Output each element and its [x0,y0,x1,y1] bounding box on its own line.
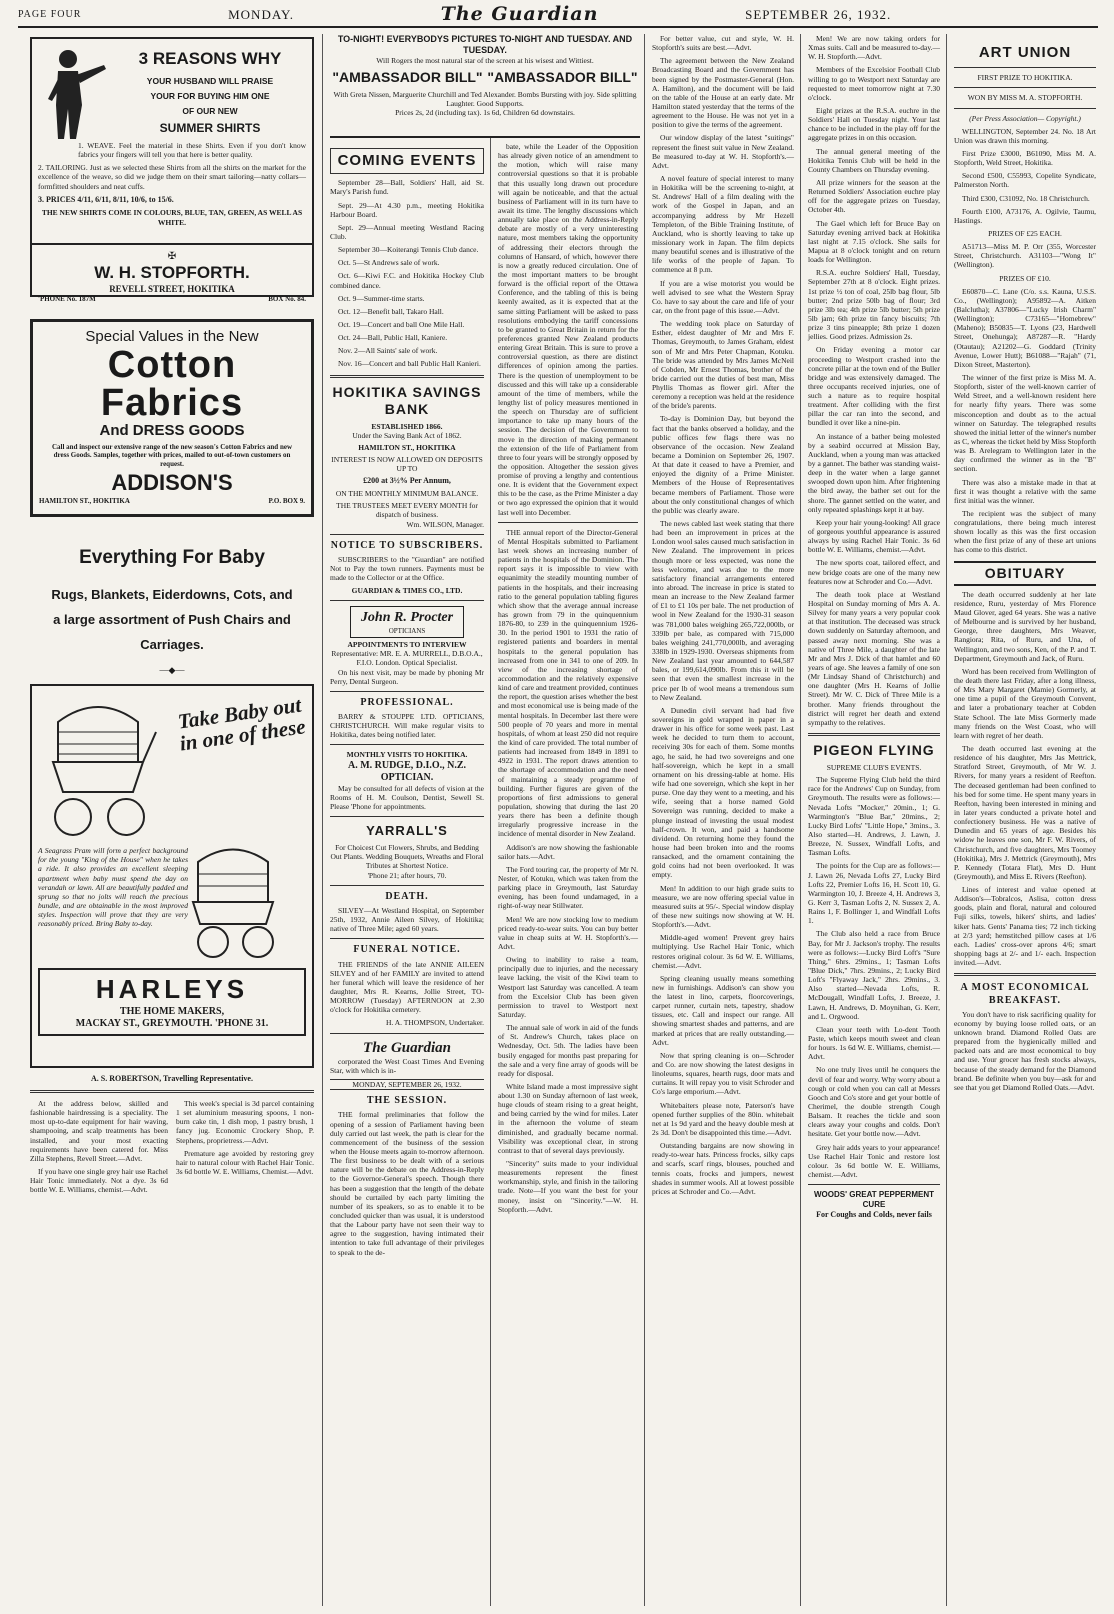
ad-intro: Special Values in the New [85,328,259,345]
professional-monthly: MONTHLY VISITS TO HOKITIKA. [346,750,468,760]
bank-signature: Wm. WILSON, Manager. [406,519,484,529]
news-paragraph: The wedding took place on Saturday of Esther, eldest daughter of Mr and Mrs F. Thomas, Greymouth, to James Graham, eldest son of Mr and Mrs Peter Chapman, Kotuku. The bride was attended by Mrs James McNeil of Cobden, Mr Ernest Thomas, brother of the bride carried out the duties of best man, Miss Phyllis Thomas as flower girl. After the ceremony a reception was held at the residence of the bride's parents. [652,319,794,411]
news-paragraph: R.S.A. euchre Soldiers' Hall, Tuesday, September 27th at 8 o'clock. Eight prizes. 1st prize ½ ton of coal, 25lb bag flour, 5lb butter; 2nd prize 50lb bag of flour; 3rd prize 3lb tea; 4th prize 5lb butter; 5th prize 5lb jam; 6th prize tin fancy biscuits; 7th prize 3 tins pineapple; 8th prize 1 dozen jellies. Good prizes. Admission 2s. [808,268,940,342]
news-paragraph: A Dunedin civil servant had had five sovereigns in gold wrapped in paper in a drawer in his office for some week past. Last week he decided to turn them to account, receiving 30s for each of them. Some months ago, he said, he had two sovereigns and one half-sovereign, which he kept in a small ornament on his dressing-table at home. His wife had one sovereign, which she kept in her purse. One day they went to a meeting, and his wife, seeing that a horse named Gold Sovereign was running, decided to make a plunge instead of investing the usual modest half-crown. It won, and paid a handsome dividend. On returning home they found the house had been broken into and the rooms ransacked, and the ornament containing the gold coins had not been overlooked. It was empty. [652,705,794,880]
art-union-title: ART UNION [978,44,1072,61]
news-paragraph: An instance of a bather being molested by a seabird occurred at Mission Bay, Auckland, when a young man was attacked by a gannet. The bather was standing waist-deep in the water when a large gannet swooped down upon him. After frightening the bird away, the bather set out for the shore. The gannet settled on the water, and only repeated splashings kept it at bay. [808,431,940,514]
news-paragraph: E60870—C. Lane (C/o. s.s. Kauna, U.S.S. Co., (Wellington); A95892—A. Aitken (Balclutha); A37806—"Lucky Irish Charm" (Wellington); C73165—"Homebrew" (Maheno); B50835—T. Lyons (23, Hardwell Street, Onehunga); A87287—R. "Hardy (Otautau); A21202—G. Goddard (Trinity Avenue, Lower Hutt); B61088—"Rajah" (71, Dixon Street, Masterton). [954,286,1096,369]
professional-barry: BARRY & STOUPPE LTD. OPTICIANS, CHRISTCHURCH. Will make regular visits to Hokitika, dates being notified later. [330,711,484,740]
news-paragraph: Lines of interest and value opened at Addison's—Tobralcos, Aslisa, cotton dress goods, plain and floral, natural and coloured Fuji silks, towels, hikers' shirts, and ladies' kiker hats. Gents' Panama ties; 72 inch ticking at 2/3 yard; hemstitched pillow cases at 1/6 each. Ladies' cross-over aprons 4/6; smart shopping bags at 2/- and 1/- each. Inspection invited.—Advt. [954,885,1096,968]
event-item: Nov. 16—Concert and ball Public Hall Kanieri. [338,359,481,369]
news-paragraph: Fourth £100, A73176, A. Ogilvie, Taumu, Hastings. [954,206,1096,225]
professional-rudge: A. M. RUDGE, D.I.O., N.Z. OPTICIAN. [347,759,467,783]
film-title: "AMBASSADOR BILL" [332,69,483,86]
bank-rate: £200 at 3½% Per Annum, [363,476,451,486]
firm-box: BOX No. 84. [268,294,306,303]
column-rule [644,34,645,1606]
editorial-heading: THE SESSION. [366,1095,448,1107]
column-advertisements [26,34,318,1606]
coming-events-list [330,178,484,368]
news-paragraph: If you are a wise motorist you would be well advised to see what the Western Spray Co. have to say about the care and life of your car, on the front page of this issue.—Advt. [652,278,794,315]
paper-title: The Guardian [440,3,599,26]
coming-events-title: COMING EVENTS [330,148,484,174]
ad-line: OF OUR NEW [182,106,238,117]
firm-address: MACKAY ST., GREYMOUTH. 'PHONE 31. [75,1018,269,1030]
firm-tag: THE HOME MAKERS, [119,1005,225,1017]
news-paragraph: Men! In addition to our high grade suits to measure, we are now offering special value in measured suits at 95/-. Special window display of these new suitings now showing at W. H. Stopforth's.—Advt. [652,883,794,930]
column-news-2 [648,34,798,1606]
notice-subscribers [330,540,484,596]
ad-body: Call and inspect our extensive range of the new season's Cotton Fabrics and new dress Goods. Samples, together with prices, mailed to out-of-town customers on request. [51,442,292,468]
news-paragraph: The annual general meeting of the Hokitika Tennis Club will be held in the County Chambers on Thursday evening. [808,146,940,174]
news-paragraph: Now that spring cleaning is on—Schroder and Co. are now showing the latest designs in linoleums, squares, hearth rugs, door mats and curtains. It will repay you to visit Schroder and Co's large emporium.—Advt. [652,1050,794,1097]
news-paragraph: The death occurred last evening at the residence of his daughter, Mrs Jas Mettrick, Stratford Street, Greymouth, of Mr W. J. Rivers, for many years a resident of Reefton. The deceased gentleman had been confined to his bed for some time. He spent many years in Reefton, having been interested in mining and in later years conducted a private hotel and confectionery business. He was a native of Dunedin and 65 years of age. Besides his widow he leaves one son, Mr F. W. Rivers, of Christchurch, and five daughters, Mrs Toomey (Hokitika), Mrs J. Mettrick (Greymouth), Mrs P. Kennedy (Totara Flat), Mrs D. Hunt (Greymouth), and Miss E. Rivers (Reefton). [954,743,1096,881]
news-paragraph: On Friday evening a motor car proceeding to Westport crashed into the concrete pillar at the town end of the Buller bridge and was extensively damaged. The three occupants received injuries, one of such a nature as to require hospital treatment. After colliding with the first pillar the car ran into the second, and bundled it over like a nine-pin. [808,345,940,428]
firm-phone: 'PHONE No. 187M [38,294,96,303]
news-paragraph: The Gael which left for Bruce Bay on Saturday evening arrived back at Hokitika last night at 7.15 o'clock. She sails for Mapua at 8 o'clock tonight and on return loads for Wellington. [808,218,940,265]
procter-rep: Representative: MR. E. A. MURRELL, D.B.O.A., F.I.O. London. Optical Specialist. [331,649,483,668]
news-paragraph: Men! We are now taking orders for Xmas suits. Call and be measured to-day.—W. H. Stopforth.—Advt. [808,34,940,62]
firm-name: HARLEYS [95,974,249,1005]
notice-funeral [330,944,484,1027]
yarrall-body: For Choicest Cut Flowers, Shrubs, and Bedding Out Plants. Wedding Bouquets, Wreaths and Floral Tributes at Shortest Notice. [330,843,484,871]
ad-slogan: Take Baby out in one of these [176,692,307,756]
death-body: SILVEY—At Westland Hospital, on September 25th, 1932, Annie Aileen Silvey, of Hokitika; native of Three Mile; aged 60 years. [330,905,484,934]
issue-date: SEPTEMBER 26, 1932. [745,7,892,23]
column-news-4 [950,34,1100,1606]
column-rule [946,34,947,1606]
news-paragraph: "Sincerity" suits made to your individual measurements represent the finest workmanship, style, and finish in the tailoring trade. Note—If you want the best for your money, insist on "Sincerity."—W. H. Stopforth.—Advt. [498,1159,638,1214]
ad-note: THE NEW SHIRTS COME IN COLOURS, BLUE, TAN, GREEN, AS WELL AS WHITE. [41,208,303,227]
news-paragraph: The death occurred suddenly at her late residence, Ruru, yesterday of Mrs Florence Maud Glover, aged 64 years. She was a native of Melbourne and is survived by her husband, George, three daughters, Mrs Weaver, Rangiora; Rita, of Ruru, and Una, of Wellington, and two sons, Ken, of the P. and T. Department, Greymouth and Jack, of Ruru. [954,589,1096,663]
news-paragraph: The points for the Cup are as follows:—J. Lawn 26, Nevada Lofts 27, Lucky Bird Lofts 22, Premier Lofts 16, H. Scott 10, G. Warmington 10, J. Breeze 4, H. Andrews 3, G. Kerr 3, Tasman Lofts 2, N. Sussex 2, A. Rains 1, F. Bollinger 1, and Windfall Lofts 1. [808,861,940,926]
advert-paragraph: This week's special is 3d parcel containing 1 set aluminium measuring spoons, 1 non-burn cake tin, 1 dish mop, 1 pastry brush, 1 fancy jug. Economic Crockery Shop, P. Stephens, proprietress.—Advt. [176,1098,314,1145]
news-paragraph: There was also a mistake made in that at first it was thought a relative with the same first initial was the winner. [954,477,1096,505]
news-paragraph: The Club also held a race from Bruce Bay, for Mr J. Jackson's trophy. The results were as follows:—Lucky Bird Loft's "Sure Thing," 6hrs. 29mins., 1; Tasman Lofts "Blue Dick," 7hrs. 29mins., 2; Lucky Bird Loft's "Flyaway Jack," 2hrs. 29mins., 3. Also started—Nevada Lofts, R. McDougall, Windfall Lofts, J. Breeze, J. Lawn, H. Andrews, D. Moynihan, G. Kerr, and L. Orgwood. [808,929,940,1021]
news-paragraph: Outstanding bargains are now showing in ready-to-wear hats. Princess frocks, silky caps and scarfs, scarf rings, blouses, pouched and tennis coats, frocks and jumpers, newest shades in summer wools. All at lowest possible prices at Schroder and Co.—Advt. [652,1141,794,1196]
bank-trustees: THE TRUSTEES MEET EVERY MONTH for dispatch of business. [336,501,478,520]
ad-baby-body: Rugs, Blankets, Eiderdowns, Cots, and a large assortment of Push Chairs and Carriages. [51,587,293,652]
funeral-title: FUNERAL NOTICE. [353,944,461,956]
event-item: Oct. 6—Kiwi F.C. and Hokitika Hockey Club combined dance. [330,271,484,290]
page-label: PAGE FOUR [18,8,82,20]
firm-name: ADDISON'S [111,470,233,496]
ad-big-cotton: Cotton [107,344,237,387]
event-item: September 28—Ball, Soldiers' Hall, aid St. Mary's Parish fund. [330,178,484,197]
notice-professional [330,697,484,812]
editorial-text: THE formal preliminaries that follow the opening of a session of Parliament having been duly carried out last week, the path is clear for the commencement of the business of the session when the House meets again to-morrow afternoon. The first business to be dealt with of a serious nature will be the debate on the Address-in-Reply to the Governor-General's speech. Though there has been a suggestion that the length of the debate should be curtailed by each party limiting the number of its speakers, so as to enable it to be concluded quicker than was usual, it is understood that the Labour party have not seen their way to agree to the suggestion, having intimated their intention to take full advantage of their privileges to speak to the de- [330,1110,484,1257]
art-union-credit: (Per Press Association— Copyright.) [969,113,1081,123]
pigeon-title: PIGEON FLYING [813,741,935,758]
firm-address: REVELL STREET, HOKITIKA [109,283,235,294]
obituary-title: OBITUARY [954,561,1096,586]
news-paragraph: Second £500, C55993, Copelite Syndicate, Palmerston North. [954,171,1096,190]
news-paragraph: bate, while the Leader of the Opposition has already given notice of an amendment to the motion, which will raise many controversial questions so that it is probable that this usually long drawn out procedure will again be noticeable, and that the actual business of Parliament will in its turn have to await its time. The lengthy discussions which annually take place on the Address-in-Reply debate are mostly of a very uninteresting nature, most members taking the opportunity of addressing their electors through the columns of Hansard, of which, however there is now a greatly reduced circulation. One of the most important matters to be brought forward is the official report of the Ottawa Conference, and the tabling of this is being keenly awaited, as it is expected that at the same sitting Parliament will be asked to pass resolutions embodying the tariff concessions to be granted to Great Britain in return for the preferences granted New Zealand products entering Great Britain. This is sure to prove a controversial question, as there are distinct differences of opinion among the parties. There is the question of unemployment to be discussed and this will take up a considerable amount of the time of members, while the lengthy list of policy measures mentioned in the speech on Thursday are of sufficient importance to take up many hours of the session. The decision of the Government to move in the direction of making permanent the extension of the life of Parliament from three to four years will be strongly opposed by the opposition. Altogether the session gives promise of proving a lengthy and contentious one. It is evident that the Government expect this to be the case, as the Prime Minister a day or two ago expressed the opinion that it would last well into December. [498,142,638,517]
breakfast-title: A MOST ECONOMICAL BREAKFAST. [960,982,1090,1006]
advert-paragraph: At the address below, skilled and fashionable hairdressing is a speciality. The most up-to-date equipment for hair waving, shampooing, and scalp treatments has been installed, and your most exacting requirements have been catered for. Miss Zilla Stephens, Revell Street.—Advt. [30,1098,168,1163]
art-union-sub: FIRST PRIZE TO HOKITIKA. [977,73,1073,83]
news-paragraph: THE annual report of the Director-General of Mental Hospitals submitted to Parliament last week shows an increasing number of patients in the hospitals of the Dominion. The report says it is impossible to view with equanimity the steadily mounting number of patients in the hospitals, and their increasing ratio to the general population tabling figures which show that the average annual increase has grown from 79 in the quinquennium 1876-80, to 239 in the quinquennium 1926-30. In the period 1901 to 1931 the ratio of registered patients and boarders in mental hospitals to the general population has increased from one in 341 to one of 209. In view of the increasing shortage of accommodation and the relatively expensive kind of care and treatment provided, continues the report, the question arises whether the best and most economical use is being made of the mental hospitals. In December last there were 500 people of 70 years and more in mental hospitals, of whom at least 250 did not require the kind of care provided. The total number of patients had increased from 1849 in 1891 to 4922 in 1931. The report draws attention to the shortage of accommodation and the need of maintaining a steady programme of building. Further figures are given of the proportions of first admissions to general population, showing that during the last 20 years there has been a definite though irregularly progressive increase in the incidence of mental disorder in New Zealand. [498,527,638,839]
ad-copy: A Seagrass Pram will form a perfect background for the young "King of the House" when he takes a ride. It also provides an excellent sleeping apartment when baby must spend the day on verandah or lawn. All are beautifully padded and sprung so that no jolts will reach the precious bundle, and are obtainable in the most improved styles. Inspection will prove that they are very reasonably priced. Bring Baby to-day. [38,846,188,929]
event-item: Nov. 2—All Saints' sale of work. [338,346,438,356]
news-paragraph: The annual sale of work in aid of the funds of St. Andrew's Church, takes place on Wednesday, Oct. 5th. The ladies have been busily engaged for months past preparing for the sale and a very fine array of goods will be ready for disposal. [498,1023,638,1078]
news-paragraph: Men! We are now stocking low to medium priced ready-to-wear suits. You can buy better value in cheap suits at W. H. Stopforth's.—Advt. [498,914,638,951]
bank-street: HAMILTON ST., HOKITIKA [358,442,456,452]
news-paragraph: The Supreme Flying Club held the third race for the Andrews' Cup on Sunday, from Greymouth. The results were as follows:—Nevada Lofts "Mocker," 20min., 1; G. Warmington's "Blue Bar," 20mins., 2; Lucky Bird Lofts' "Little Hope," 3mins., 3. Also started—H. Andrews, J. Lawn, J. Breeze, N. Sussex, Windfall Lofts, and Tasman Lofts. [808,775,940,858]
bank-basis: ON THE MONTHLY MINIMUM BALANCE. [335,489,479,499]
news-paragraph: The agreement between the New Zealand Broadcasting Board and the Government has been signed by the Postmaster-General (Hon. A. Hamilton), and the document will be laid on the table of the House at an early date. Mr Hamilton stated yesterday that the terms of the agreement to the House. He was not yet in a position to give the terms of the agreement. [652,56,794,130]
ad-harleys [30,684,314,1068]
news-paragraph: The winner of the first prize is Miss M. A. Stopforth, sister of the well-known carrier of Weld Street, and a well-known resident here for nearly fifty years. There was some misconception and doubt as to the actual winner on Saturday. The telegraphed results showed the initial letter of the winner's number as C, whereas the ticket held by Miss Stopforth was B. Arelegram to Wellington later in the day confirmed the winner as in the "B" section. [954,372,1096,474]
professional-title: PROFESSIONAL. [360,696,454,708]
news-paragraph: Addison's are now showing the fashionable sailor hats.—Advt. [498,842,638,861]
pram-icon [188,842,298,962]
event-item: Oct. 12—Benefit ball, Takaro Hall. [338,306,444,316]
event-item: September 30—Koiterangi Tennis Club dance. [338,245,479,255]
film-prices: Prices 2s, 2d (including tax). 1s 6d, Children 6d downstairs. [395,108,575,118]
ad-cotton-fabrics [30,319,314,517]
event-item: Oct. 9—Summer-time starts. [338,293,425,303]
ad-sub: And DRESS GOODS [99,422,245,440]
column-rule [322,34,323,1606]
event-item: Oct. 5—St Andrews sale of work. [338,258,440,268]
ad-title: 3 REASONS WHY [138,49,282,68]
editorial-intro: corporated the West Coast Times And Evening Star, with which is in- [330,1056,484,1075]
news-paragraph: Clean your teeth with Lo-dent Tooth Paste, which keeps mouth sweet and clean for hours. 1s 6d W. E. Williams, chemist.—Advt. [808,1024,940,1062]
ad-baby-title: Everything For Baby [79,547,265,568]
film-cast: With Greta Nissen, Marguerite Churchill and Ted Alexander. Bombs Bursting with joy. Side splitting Laughter. Good Supports. [333,90,637,109]
event-item: Sept. 29—Annual meeting Westland Racing Club. [330,222,484,241]
event-item: Oct. 19—Concert and ball One Mile Hall. [338,319,465,329]
news-paragraph: White Island made a most impressive sight about 1.30 on Sunday afternoon of last week, huge clouds of steam rising to a great height, and being carried by the wind for miles. Later in the afternoon the volume of steam diminished, and gradually became normal. Visibility was exceptional clear, in strong contrast to that of several days previously. [498,1081,638,1155]
column-news-1 [494,34,642,1606]
funeral-body: THE FRIENDS of the late ANNIE AILEEN SILVEY and of her FAMILY are invited to attend her funeral which will leave the residence of her daughter, Mrs R. Kearns, Jollie Street, TO-MORROW (Tuesday) AFTERNOON at 2.30 o'clock for Hokitika cemetery. [330,959,484,1015]
man-pointing-icon [38,45,108,141]
news-paragraph: To-day is Dominion Day, but beyond the fact that the banks observed a holiday, and the public offices few flags there was no observance of the occasion. New Zealand became a Dominion on September 26, 1907. At that date it ceased to have a Premier, and enjoyed the dignity of a Prime Minister. Members of the House of Representatives became members of Parliament. Those were about the only constitutional changes of which the public was clearly aware. [652,414,794,515]
bank-act: Under the Saving Bank Act of 1862. [352,430,462,440]
ad-everybodys-pictures [330,34,640,138]
notice-body: SUBSCRIBERS to the "Guardian" are notified Not to Pay the town runners. Payments must be made to the Collector or at the Office. [330,554,484,583]
event-item: Sept. 29—At 4.30 p.m., meeting Hokitika Harbour Board. [330,200,484,219]
notice-signature: GUARDIAN & TIMES CO., LTD. [351,586,463,596]
editorial [330,1039,484,1257]
news-paragraph: Keep your hair young-looking! All grace of gorgeous youthful appearance is assured always by using Rachel Hair Tonic. 3s 6d bottle W. E. Williams, chemist.—Advt. [808,517,940,555]
ad-stopforth-footer [30,245,314,303]
news-paragraph: Spring cleaning usually means something new in furnishings. Addison's can show you the latest in lino, carpets, floorcoverings, carpet runner, curtain nets, tapestry, shadow tissues, etc. Call and inspect our range. All showing smartest shades and patterns, and are marked at prices that are really outstanding.—Advt. [652,973,794,1047]
funeral-signature: H. A. THOMPSON, Undertaker. [386,1018,484,1028]
yarrall-phone: 'Phone 21; after hours, 70. [367,870,447,880]
notice-death [330,891,484,934]
professional-rudge-body: May be consulted for all defects of vision at the Rooms of H. M. Coulson, Dentist, Sewell St. Please 'Phone for appointments. [330,783,484,812]
news-paragraph: Grey hair adds years to your appearance! Use Rachel Hair Tonic and restore lost colour. 3s 6d bottle W. E. Williams, chemist.—Advt. [808,1142,940,1179]
ad-rep: A. S. ROBERTSON, Travelling Representative. [91,1074,253,1084]
news-paragraph: Members of the Excelsior Football Club willing to go to Westport next Saturday are requested to meet tomorrow night at 7.30 o'clock. [808,65,940,102]
pictures-tag: Will Rogers the most natural star of the screen at his wisest and Wittiest. [376,55,594,65]
news-paragraph: A51713—Miss M. P. Orr (355, Worcester Street, Christchurch. A31103—"Wong It" (Wellington). [954,242,1096,270]
prize-heading: PRIZES OF £10. [999,273,1051,283]
ad-savings-bank [330,384,484,529]
news-paragraph: First Prize £3000, B61090, Miss M. A. Stopforth, Weld Street, Hokitika. [954,149,1096,168]
firm-name: W. H. STOPFORTH. [94,263,250,283]
reason-weave: 1. WEAVE. Feel the material in these Shirts. Even if you don't know fabrics your fingers will tell you that here is better quality. [78,141,306,160]
news-paragraph: Middle-aged women! Prevent grey hairs multiplying. Use Rachel Hair Tonic, which restores original colour. 3s 6d W. E. Williams, chemist.—Advt. [652,933,794,970]
ad-woods-title: WOODS' GREAT PEPPERMENT CURE [814,1190,934,1209]
firm-box: P.O. BOX 9. [268,497,305,506]
procter-sub: OPTICIANS [388,626,426,635]
ad-line: YOUR HUSBAND WILL PRAISE [146,75,274,86]
news-paragraph: Whitebaiters please note, Paterson's have opened further supplies of the 80in. whitebait net at 1s 9d yard and the heavy double mesh at 2s 3d. Don't be disappointed this time.—Advt. [652,1100,794,1138]
ad-line: SUMMER SHIRTS [159,120,261,135]
advert-paragraph: If you have one single grey hair use Rachel Hair Tonic immediately. Not a dye. 3s 6d bottle W. E. Williams, chemist.—Advt. [30,1166,168,1195]
ad-summer-shirts [30,37,314,245]
ad-woods-sub: For Coughs and Colds, never fails [816,1209,932,1219]
film-title: "AMBASSADOR BILL" [487,69,638,86]
editorial-dateline: MONDAY, SEPTEMBER 26, 1932. [330,1079,484,1090]
firm-address: HAMILTON ST., HOKITIKA [39,497,130,506]
reason-tailoring: 2. TAILORING. Just as we selected these Shirts from all the shirts on the market for the excellence of the weave, so did we judge them on their smart tailoring—natty collars—formfitted shoulders and neat cuffs. [38,163,306,191]
issue-day: MONDAY. [228,7,294,23]
news-paragraph: Word has been received from Wellington of the death there last Friday, after a long illness, of Mrs Mary Margaret (Mamie) Gormerly, at one time a pupil of the Greymouth Convent, and later a probationary teacher at Cobden State School. The late Miss Gormerly made many friends on the West Coast, who will learn with regret of her death. [954,666,1096,740]
pigeon-subtitle: SUPREME CLUB'S EVENTS. [826,763,922,773]
art-union-sub: WON BY MISS M. A. STOPFORTH. [967,93,1083,103]
bank-title: HOKITIKA SAVINGS BANK [332,383,482,417]
masthead [18,4,1098,28]
notice-title: NOTICE TO SUBSCRIBERS. [330,539,484,551]
bank-est: ESTABLISHED 1866. [371,421,443,431]
ad-procter [330,606,484,685]
ad-big-fabrics: Fabrics [100,382,244,425]
news-paragraph: The recipient was the subject of many congratulations, there being much interest shown locally as this was the first occasion when the first prize of any of these art unions has come to this district. [954,508,1096,555]
advert-paragraph: Premature age avoided by restoring grey hair to natural colour with Rachel Hair Tonic. 3s 6d bottle W. E. Williams, Chemist.—Advt. [176,1148,314,1176]
editorial-masthead: The Guardian [363,1039,451,1056]
column-rule [490,34,491,1606]
news-paragraph: Eight prizes at the R.S.A. euchre in the Soldiers' Hall on Tuesday night. Your last chance to be included in the play off for the aggregate prizes in on this occasion. [808,105,940,143]
ad-yarrall [330,823,484,879]
news-paragraph: No one truly lives until he conquers the devil of fear and worry. Why worry about a cough or cold when you can call at Messrs Gooch and Co's store and get your bottle of Cherimel, the double strength Cough Balsam. It reaches the tickle and soon clears away your coughs and colds. Don't hesitate. Get your bottle now.—Advt. [808,1065,940,1139]
divider-icon: —◆— [159,665,185,676]
news-paragraph: For better value, cut and style, W. H. Stopforth's suits are best.—Advt. [652,34,794,53]
news-paragraph: Our window display of the latest "suitings" represent the finest suit value in New Zealand. Be measured to-day at W. H. Stopforth's.—Advt. [652,133,794,170]
news-paragraph: All prize winners for the season at the Returned Soldiers' Association euchre play off for the aggregate prizes on Tuesday, October 4th. [808,177,940,215]
procter-logo: John R. Procter [360,610,454,626]
news-paragraph: A novel feature of special interest to many in Hokitika will be the screening to-night, at St. Andrews' Hall of a film dealing with the work of the Gospel in Japan, and an accompanying address by Mr Hezell Templeton, of the Bible Training Institute, of Auckland, who is shortly leaving to take up missionary work in Japan. The film depicts many beautiful scenes and is illustrative of the life works of the people of Japan. To commence at 8 p.m. [652,173,794,275]
death-title: DEATH. [385,890,429,902]
news-paragraph: Third £300, C31092, No. 18 Christchurch. [962,193,1090,203]
news-paragraph: You don't have to risk sacrificing quality for economy by buying loose rolled oats, or an unknown brand. Diamond Rolled Oats are prepared from the hygienically milled and packed oats and are most economical to buy and use. Your grocer has fresh stocks always, because of the steady demand for the Diamond brand. Be definite when you buy—ask for and see that you get Diamond Rolled Oats.—Advt. [954,1009,1096,1092]
ornament-icon: ✠ [167,251,177,262]
news-paragraph: The new sports coat, tailored effect, and new bridge coats are one of the many new features now at Schroder and Co.—Advt. [808,558,940,586]
procter-body: On his next visit, may be made by phoning Mr Perry, Dental Surgeon. [330,667,484,686]
yarrall-title: YARRALL'S [366,823,448,839]
news-paragraph: WELLINGTON, September 24. No. 18 Art Union was drawn this morning. [954,126,1096,145]
news-paragraph: The Ford touring car, the property of Mr N. Nester, of Kotuku, which was taken from the parking place in Greymouth, last Saturday evening, has been found undamaged, in a right-of-way near Stillwater. [498,864,638,911]
news-paragraph: Owing to inability to raise a team, principally due to injuries, and the necessary leave lacking, the visit of the Kiwi team to Westport last Saturday was cancelled. A team from the Excelsior Club has been given permission to travel to Westport next Saturday. [498,955,638,1019]
ad-line: YOUR FOR BUYING HIM ONE [150,91,270,102]
procter-title: APPOINTMENTS TO INTERVIEW [347,640,467,650]
column-news-3 [804,34,944,1606]
news-paragraph: The news cabled last week stating that there had been an improvement in prices at the London wool sales caused much satisfaction in New Zealand. The improvement in prices though more or less expected, was none the less welcome, and was due to the more satisfactory financial arrangements entered into abroad. The increase in price is stated to mean an increase to the New Zealand farmer of £1 to £1 10s per bale. The net production of wool in New Zealand for the 1930-31 season was 781,000 bales weighing 265,722,000lb, or 339lb per bale, as compared with 715,000 bales weighing 241,770,000lb, and averaging 338lb in 1929-1930. Overseas shipments from New Zealand last year amounted to 644,587 bales, or 199,614,090lb. From this it will be seen that even the smallest increase in the price per lb of wool means a tremendous sum to New Zealand. [652,519,794,702]
prize-heading: PRIZES OF £25 EACH. [988,228,1062,238]
pictures-head: TO-NIGHT! EVERYBODYS PICTURES TO-NIGHT AND TUESDAY. AND TUESDAY. [337,34,633,55]
pram-icon [38,692,158,842]
bank-interest: INTEREST IS NOW ALLOWED ON DEPOSITS UP TO [331,455,483,474]
event-item: Oct. 24—Ball, Public Hall, Kaniere. [338,333,448,343]
news-paragraph: The death took place at Westland Hospital on Sunday morning of Mrs A. A. Silvey for many years a very popular cook at that institution. The deceased was struck down suddenly on Saturday afternoon, and passed away next morning. She was a native of Three Mile, a daughter of the late Mr and Mrs J. Dick of that hamlet and 60 years of age. She leaves a family of one son (Mr Lindsay Shand of Christchurch) and one daughter (Mrs H. Kearns of Jollie Street). Mr W. C. Dick of Three Mile is a brother. Many friends throughout the district will regret her death and extend sympathy to the relatives. [808,589,940,727]
column-rule [800,34,801,1606]
reason-prices: 3. PRICES 4/11, 6/11, 8/11, 10/6, to 15/6. [38,194,174,204]
